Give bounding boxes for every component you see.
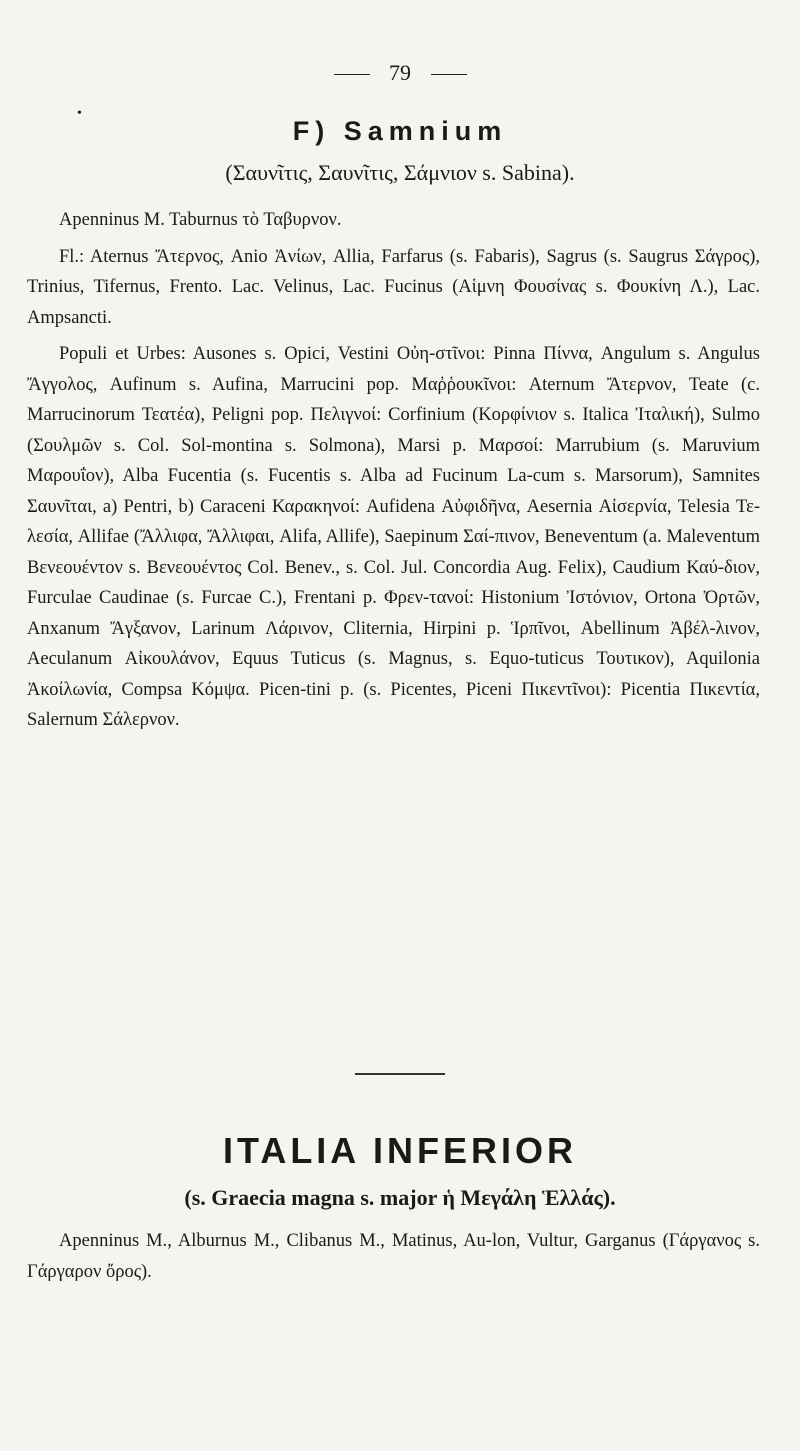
page-header [0, 60, 800, 86]
italia-inferior-body [27, 1226, 760, 1293]
samnium-body [27, 205, 760, 742]
paragraph-apenninus: Apenninus M. Taburnus τὸ Ταβυρνον. [59, 210, 342, 230]
section-subtitle-italia-inferior: (s. Graecia magna s. major ἡ Μεγάλη Ἑλλάς). [184, 1185, 616, 1210]
section-subtitle-samnium: (Σαυνῖτις, Σαυνῖτις, Σάμνιον s. Sabina). [225, 160, 575, 185]
paragraph-fluvii: Fl.: Aternus Ἄτερνος, Anio Ἀνίων, Allia, Farfarus (s. Fabaris), Sagrus (s. Saugrus Σάγρος), Trinius, Tifernus, Frento. Lac. Velinus, Lac. Fucinus (Αἱμνη Φουσίνας s. Φουκίνη Λ.), Lac. Ampsancti. [27, 246, 760, 328]
page-number: 79 [389, 60, 411, 85]
paragraph-inferior-apenninus: Apenninus M., Alburnus M., Clibanus M., Matinus, Au-lon, Vultur, Garganus (Γάργανος s. Γάργαρον ὄρος). [27, 1231, 760, 1282]
section-title-samnium: F) Samnium [292, 116, 508, 146]
header-rule-right [431, 74, 467, 75]
section-divider [355, 1073, 445, 1075]
header-rule-left [334, 74, 370, 75]
paragraph-populi: Populi et Urbes: Ausones s. Opici, Vestini Οὐη-στῖνοι: Pinna Πίννα, Angulum s. Angulus Ἄγγολος, Aufinum s. Aufina, Marrucini pop. Μαῤῥουκῖνοι: Aternum Ἄτερνον, Teate (c. Marrucinorum Τεατέα), Peligni pop. Πελιγνοί: Corfinium (Κορφίνιον s. Italica Ἰταλική), Sulmo (Σουλμῶν s. Col. Sol-montina s. Solmona), Marsi p. Μαρσοί: Marrubium (s. Maruvium Μαρουΐον), Alba Fucentia (s. Fucentis s. Alba ad Fucinum La-cum s. Marsorum), Samnites Σαυνῖται, a) Pentri, b) Caraceni Καρακηνοί: Aufidena Αὐφιδῆνα, Aesernia Αἰσερνία, Telesia Τε-λεσία, Allifae (Ἄλλιφα, Ἄλλιφαι, Alifa, Allife), Saepinum Σαί-πινον, Beneventum (a. Maleventum Βενεουέντον s. Βενεουέντος Col. Benev., s. Col. Jul. Concordia Aug. Felix), Caudium Καύ-διον, Furculae Caudinae (s. Furcae C.), Frentani p. Φρεν-τανοί: Histonium Ἰστόνιον, Ortona Ὀρτῶν, Anxanum Ἄγξανον, Larinum Λάρινον, Cliternia, Hirpini p. Ἱρπῖνοι, Abellinum Ἀβέλ-λινον, Aeculanum Αἰκουλάνον, Equus Tuticus (s. Magnus, s. Equo-tuticus Τουτικον), Aquilonia Ἀκοίλωνία, Compsa Κόμψα. Picen-tini p. (s. Picentes, Piceni Πικεντῖνοι): Picentia Πικεντία, Salernum Σάλερνον. [27, 344, 760, 730]
section-title-italia-inferior: ITALIA INFERIOR [223, 1130, 577, 1171]
margin-mark: • [77, 106, 82, 121]
